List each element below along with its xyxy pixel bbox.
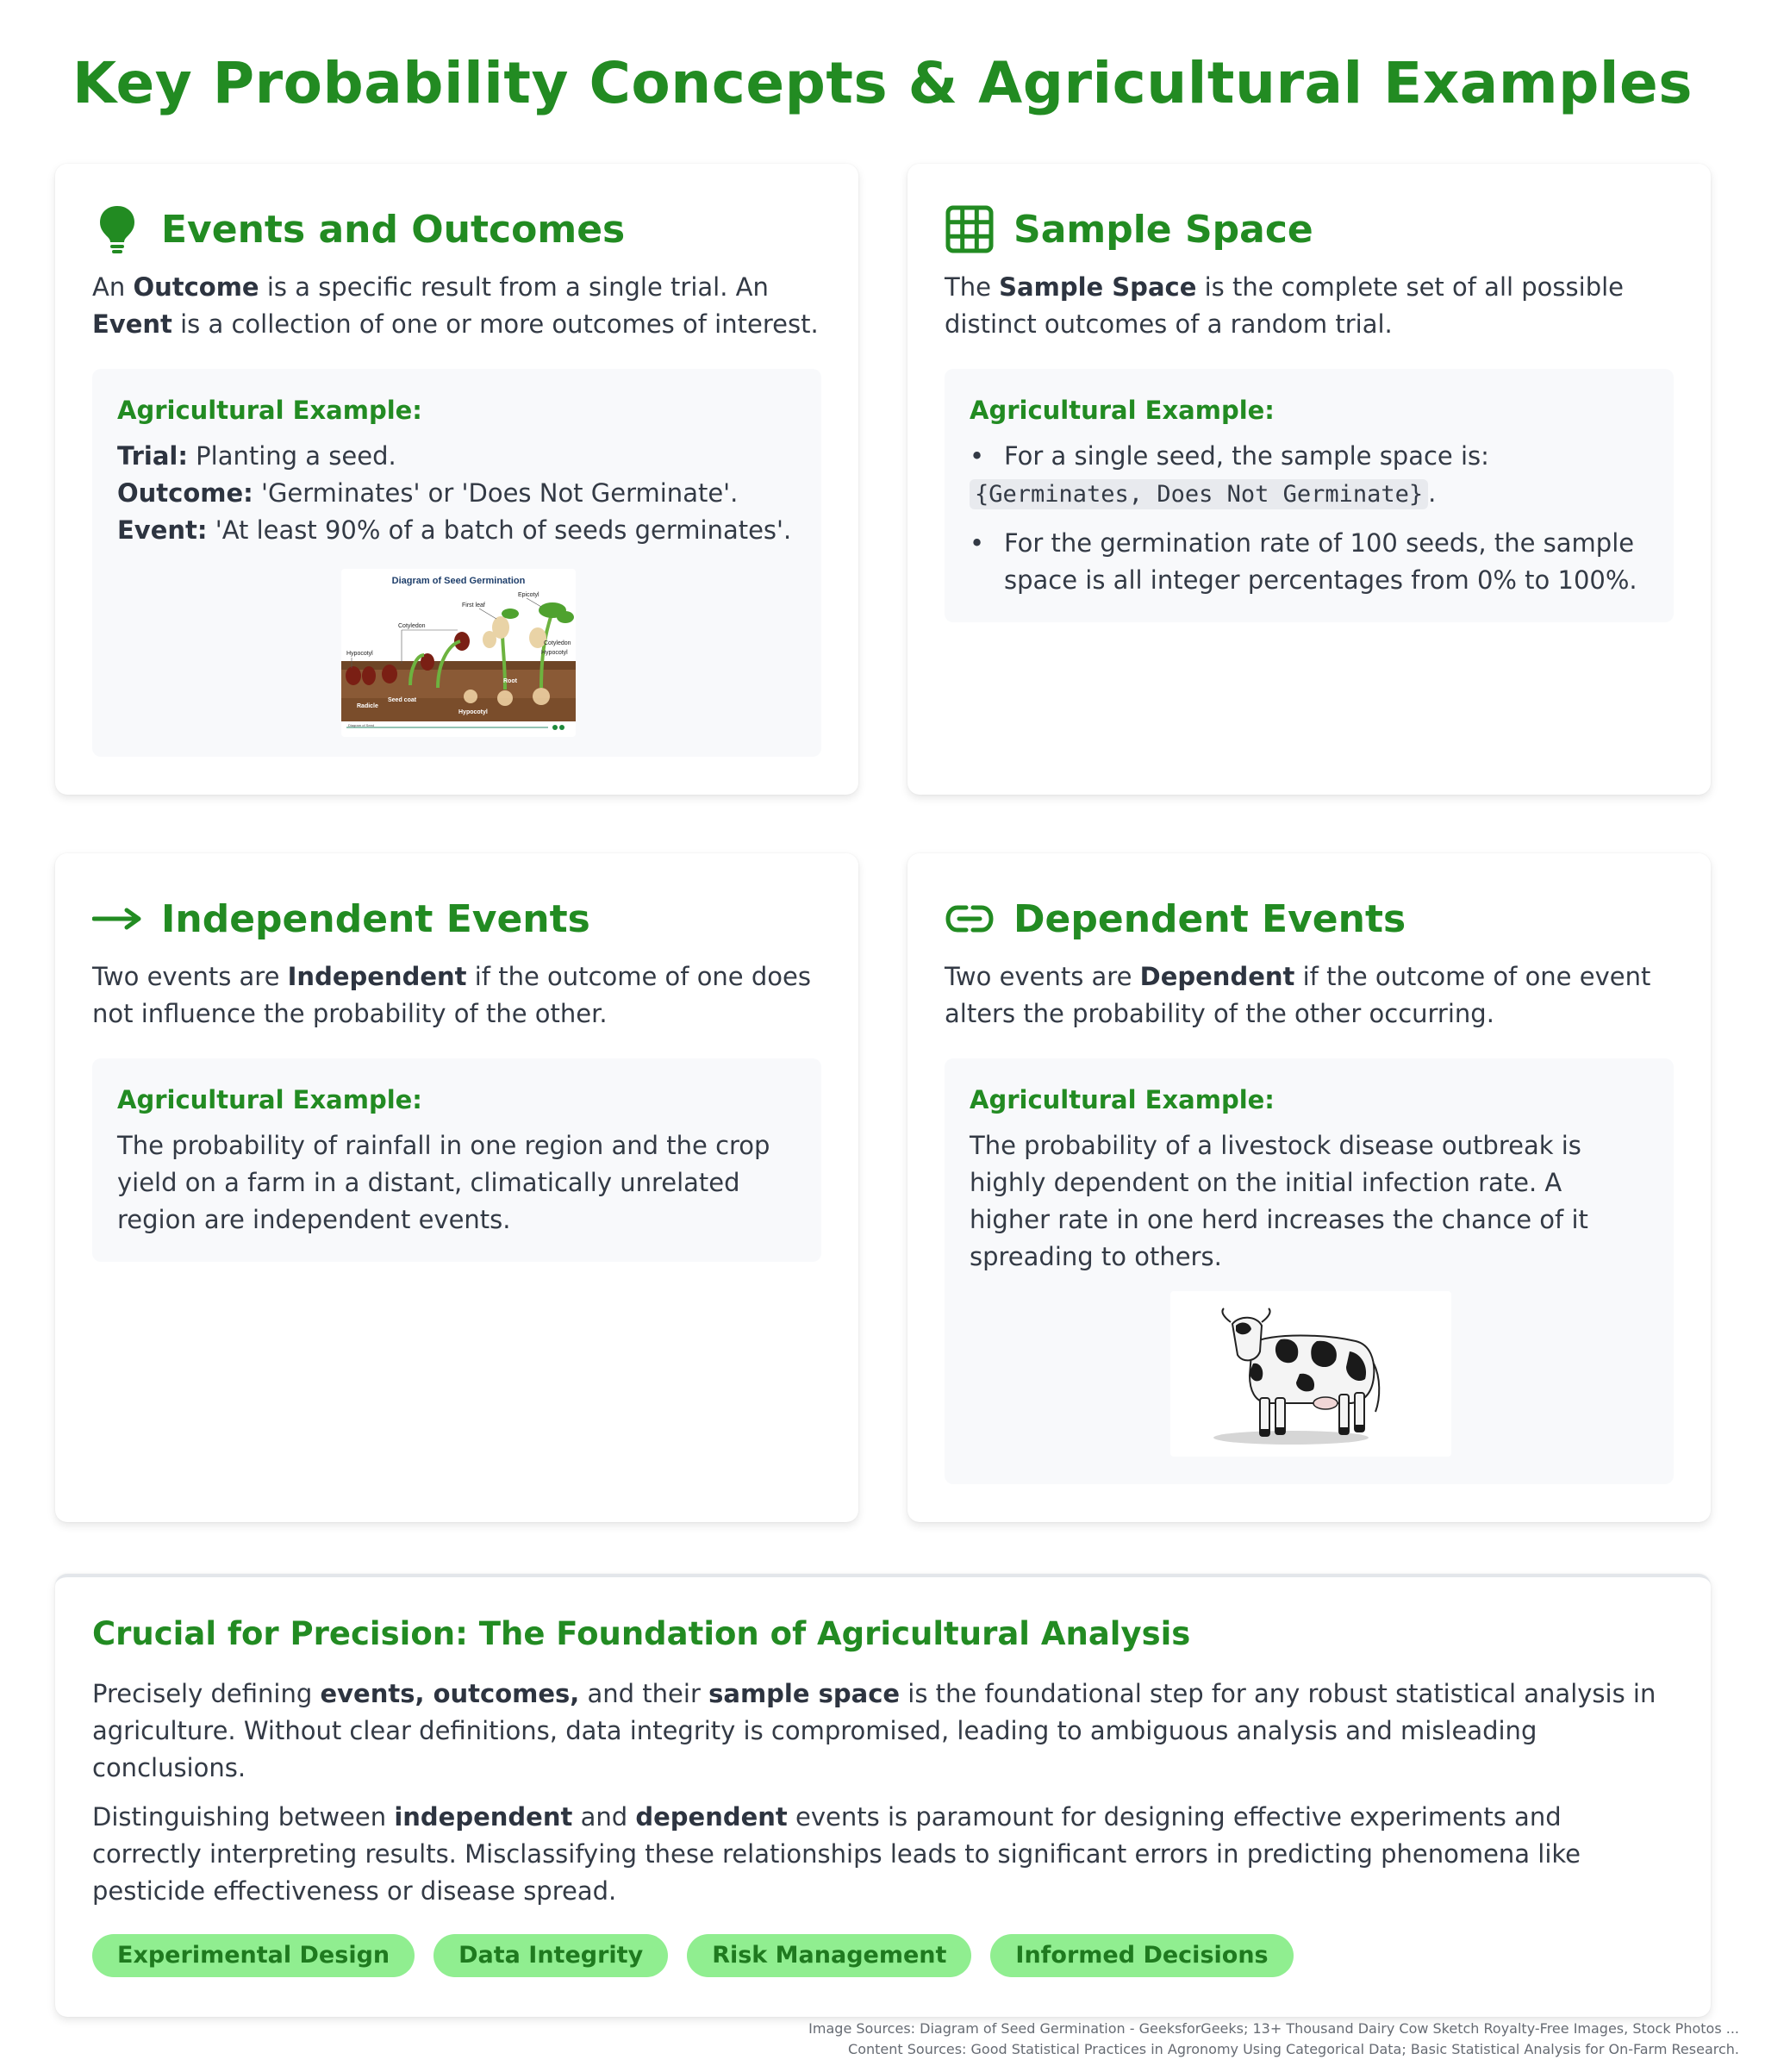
diagram-label: Cotyledon [544,640,571,646]
tag-informed-decisions: Informed Decisions [990,1934,1293,1977]
diagram-label: Seed coat [388,697,417,703]
example-title: Agricultural Example: [117,396,422,425]
summary-paragraph-2: Distinguishing between independent and dependent events is paramount for designing effective experiments and correctly interpreting results. Misclassifying these relationships leads to significant errors in predicting phenomena like pesticide effectiveness or disease spread. [92,1802,1581,1906]
example-box [92,369,821,757]
diagram-label: Hypocotyl [541,650,568,656]
example-trial: Trial: Planting a seed. [117,441,396,471]
card-description: The Sample Space is the complete set of all possible distinct outcomes of a random trial. [945,272,1625,339]
example-box [92,1058,821,1262]
bullet-item: • For the germination rate of 100 seeds, the sample space is all integer percentages from 0% to 100%. [970,528,1637,595]
card-independent-events [55,853,858,1522]
card-header [945,884,1406,953]
seed-germination-diagram [341,569,576,737]
lightbulb-icon [92,204,142,254]
example-title: Agricultural Example: [970,1085,1275,1114]
card-header [92,884,590,953]
card-description: Two events are Independent if the outcome of one does not influence the probability of the other. [92,962,811,1028]
card-header [92,195,625,264]
example-title: Agricultural Example: [970,396,1275,425]
card-sample-space [907,164,1711,795]
example-box [945,369,1674,622]
card-description: An Outcome is a specific result from a single trial. An Event is a collection of one or more outcomes of interest. [92,272,819,339]
tag-risk-management: Risk Management [687,1934,971,1977]
sample-space-code: {Germinates, Does Not Germinate} [970,479,1428,509]
content-sources: Content Sources: Good Statistical Practices in Agronomy Using Categorical Data; Basic Statistical Analysis for On-Farm Research. [848,2041,1739,2057]
diagram-title: Diagram of Seed Germination [391,576,526,586]
diagram-label: First leaf [462,602,485,608]
diagram-label: Radicle [357,703,378,709]
cow-sketch-image [1170,1291,1451,1457]
card-description: Two events are Dependent if the outcome of one event alters the probability of the other occurring. [945,962,1651,1028]
tag-list [92,1934,1294,1977]
card-dependent-events [907,853,1711,1522]
link-icon [945,894,995,944]
example-event: Event: 'At least 90% of a batch of seeds germinates'. [117,515,792,545]
page-title: Key Probability Concepts & Agricultural Examples [72,50,1693,116]
diagram-label: Hypocotyl [346,651,373,657]
card-events-outcomes [55,164,858,795]
example-text: The probability of rainfall in one region and the crop yield on a farm in a distant, climatically unrelated region are independent events. [117,1131,770,1234]
example-box [945,1058,1674,1484]
example-text: The probability of a livestock disease outbreak is highly dependent on the initial infection rate. A higher rate in one herd increases the chance of it spreading to others. [970,1131,1588,1271]
sources-footer [808,2019,1739,2060]
grid-icon [945,204,995,254]
diagram-label: Root [503,678,517,684]
diagram-footer: Diagram of Seed [348,723,375,727]
card-summary [55,1574,1711,2017]
bullet-text: For the germination rate of 100 seeds, the sample space is all integer percentages from 0% to 100%. [1004,528,1637,595]
bullet-item: • For a single seed, the sample space is: {Germinates, Does Not Germinate} . [970,441,1489,508]
card-title: Independent Events [161,896,590,941]
card-title: Sample Space [1013,207,1313,252]
tag-data-integrity: Data Integrity [433,1934,668,1977]
card-header [945,195,1313,264]
diagram-label: Epicotyl [518,592,539,598]
tag-experimental-design: Experimental Design [92,1934,415,1977]
summary-paragraph-1: Precisely defining events, outcomes, and their sample space is the foundational step for any robust statistical analysis in agriculture. Without clear definitions, data integrity is compromised, leading to ambiguous analysis and misleading conclusions. [92,1679,1656,1782]
summary-title: Crucial for Precision: The Foundation of Agricultural Analysis [92,1615,1191,1652]
image-sources: Image Sources: Diagram of Seed Germination - GeeksforGeeks; 13+ Thousand Dairy Cow Sketch Royalty-Free Images, Stock Photos ... [808,2020,1739,2037]
example-outcome: Outcome: 'Germinates' or 'Does Not Germinate'. [117,478,739,508]
card-title: Dependent Events [1013,896,1406,941]
diagram-label: Cotyledon [398,623,426,629]
card-title: Events and Outcomes [161,207,626,252]
example-title: Agricultural Example: [117,1085,422,1114]
arrow-right-icon [92,894,142,944]
diagram-label: Hypocotyl [458,709,488,715]
